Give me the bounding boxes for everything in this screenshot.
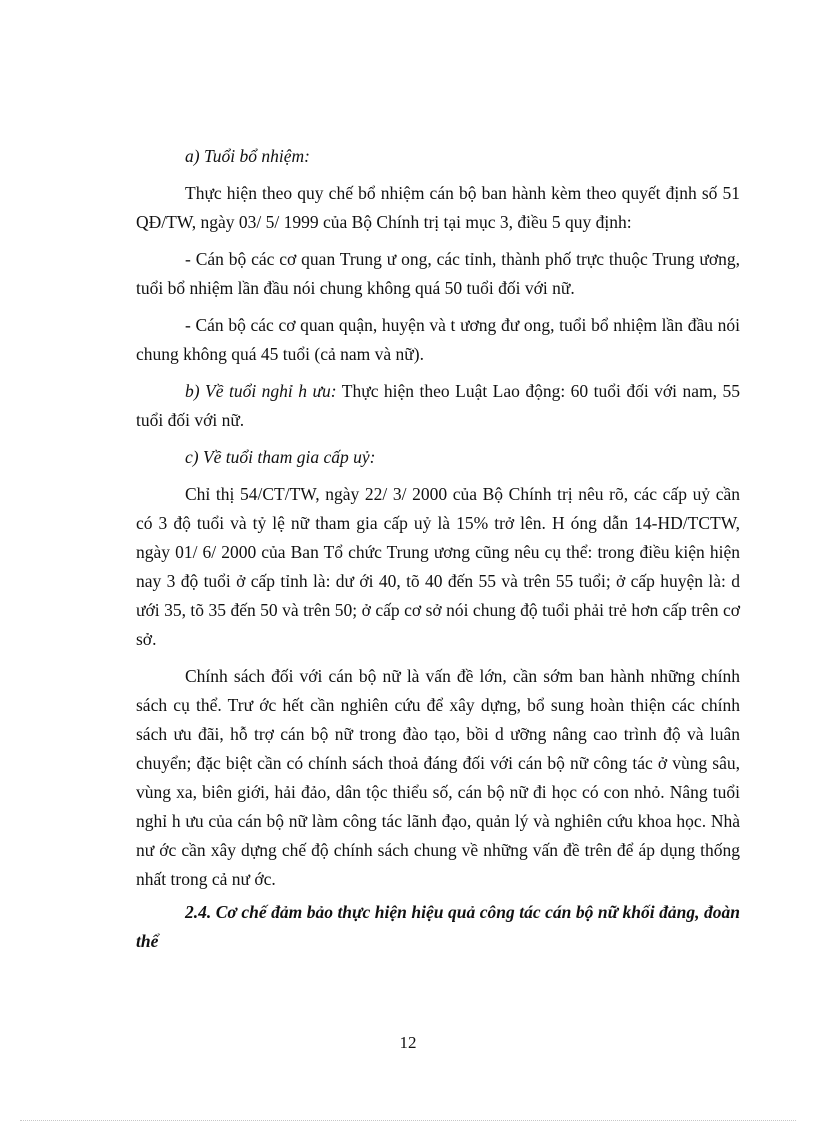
subheading-c-text: c) Về tuổi tham gia cấp uỷ:	[185, 447, 376, 467]
subheading-c	[136, 443, 740, 472]
subheading-b-text: b) Về tuổi nghỉ h ưu:	[185, 381, 337, 401]
paragraph-3	[136, 311, 740, 369]
document-body	[136, 142, 740, 964]
paragraph-5-text: Chính sách đối với cán bộ nữ là vấn đề lớn, cần sớm ban hành những chính sách cụ thể. Trư ớc hết cần nghiên cứu để xây dựng, bổ sung hoàn thiện các chính sách ưu đãi, hỗ trợ cán bộ nữ trong đào tạo, bồi d ưỡng nâng cao trình độ và luân chuyển; đặc biệt cần có chính sách thoả đáng đối với cán bộ nữ công tác ở vùng sâu, vùng xa, biên giới, hải đảo, dân tộc thiểu số, cán bộ nữ đi học có con nhỏ. Nâng tuổi nghỉ h ưu của cán bộ nữ làm công tác lãnh đạo, quản lý và nghiên cứu khoa học. Nhà nư ớc cần xây dựng chế độ chính sách chung về những vấn đề trên để áp dụng thống nhất trong cả nư ớc.	[136, 666, 740, 889]
paragraph-1	[136, 179, 740, 237]
paragraph-1-text: Thực hiện theo quy chế bổ nhiệm cán bộ ban hành kèm theo quyết định số 51 QĐ/TW, ngày 03/ 5/ 1999 của Bộ Chính trị tại mục 3, điều 5 quy định:	[136, 183, 740, 232]
paragraph-b-text: Thực hiện theo Luật Lao động: 60 tuổi đối với nam, 55 tuổi đối với nữ.	[136, 381, 740, 430]
page-bottom-divider	[20, 1120, 796, 1121]
page-number: 12	[399, 1033, 417, 1052]
paragraph-3-text: - Cán bộ các cơ quan quận, huyện và t ương đư ong, tuổi bổ nhiệm lần đầu nói chung không quá 45 tuổi (cả nam và nữ).	[136, 315, 740, 364]
subheading-a	[136, 142, 740, 171]
section-heading: 2.4. Cơ chế đảm bảo thực hiện hiệu quả công tác cán bộ nữ khối đảng, đoàn thể	[136, 902, 740, 951]
paragraph-4-text: Chỉ thị 54/CT/TW, ngày 22/ 3/ 2000 của Bộ Chính trị nêu rõ, các cấp uỷ cần có 3 độ tuổi và tỷ lệ nữ tham gia cấp uỷ là 15% trở lên. H óng dẫn 14-HD/TCTW, ngày 01/ 6/ 2000 của Ban Tổ chức Trung ương cũng nêu cụ thể: trong điều kiện hiện nay 3 độ tuổi ở cấp tỉnh là: dư ới 40, tõ 40 đến 55 và trên 55 tuổi; ở cấp huyện là: d ưới 35, tõ 35 đến 50 và trên 50; ở cấp cơ sở nói chung độ tuổi phải trẻ hơn cấp trên cơ sở.	[136, 484, 740, 649]
paragraph-b	[136, 377, 740, 435]
subheading-a-text: a) Tuổi bổ nhiệm:	[185, 146, 310, 166]
paragraph-2	[136, 245, 740, 303]
paragraph-2-text: - Cán bộ các cơ quan Trung ư ong, các tỉnh, thành phố trực thuộc Trung ương, tuổi bổ nhiệm lần đầu nói chung không quá 50 tuổi đối với nữ.	[136, 249, 740, 298]
paragraph-4	[136, 480, 740, 654]
paragraph-5	[136, 662, 740, 894]
